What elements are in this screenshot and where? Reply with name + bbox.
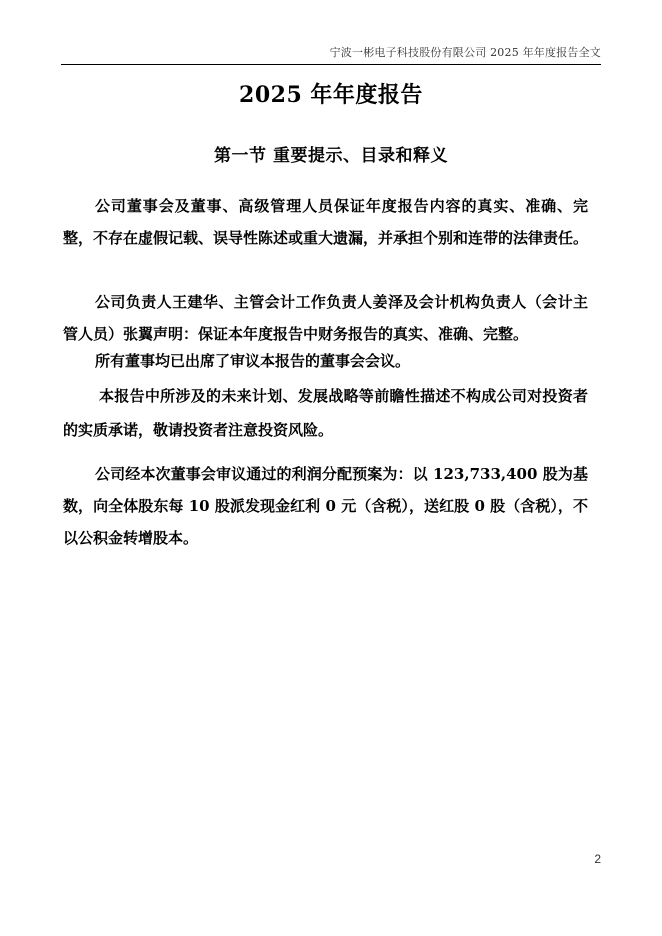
running-header: 宁波一彬电子科技股份有限公司 2025 年年度报告全文: [329, 46, 601, 59]
section-title: 第一节 重要提示、目录和释义: [214, 146, 448, 166]
paragraph-responsible-persons-statement: 公司负责人王建华、主管会计工作负责人姜泽及会计机构负责人（会计主管人员）张翼声明：保证本年度报告中财务报告的真实、准确、完整。: [63, 293, 588, 343]
paragraph-forward-looking-disclaimer: 本报告中所涉及的未来计划、发展战略等前瞻性描述不构成公司对投资者的实质承诺，敬请投资者注意投资风险。: [63, 387, 588, 439]
paragraph-board-attendance: 所有董事均已出席了审议本报告的董事会会议。: [95, 352, 411, 370]
paragraph-profit-distribution: 公司经本次董事会审议通过的利润分配预案为：以 123,733,400 股为基数，向全体股东每 10 股派发现金红利 0 元（含税），送红股 0 股（含税），不以公积金转增股本。: [63, 465, 588, 547]
document-title: 2025 年年度报告: [239, 82, 423, 108]
header-divider: [61, 64, 601, 65]
page-number: 2: [594, 852, 601, 866]
paragraph-board-guarantee: 公司董事会及董事、高级管理人员保证年度报告内容的真实、准确、完整，不存在虚假记载、误导性陈述或重大遗漏，并承担个别和连带的法律责任。: [63, 197, 589, 247]
